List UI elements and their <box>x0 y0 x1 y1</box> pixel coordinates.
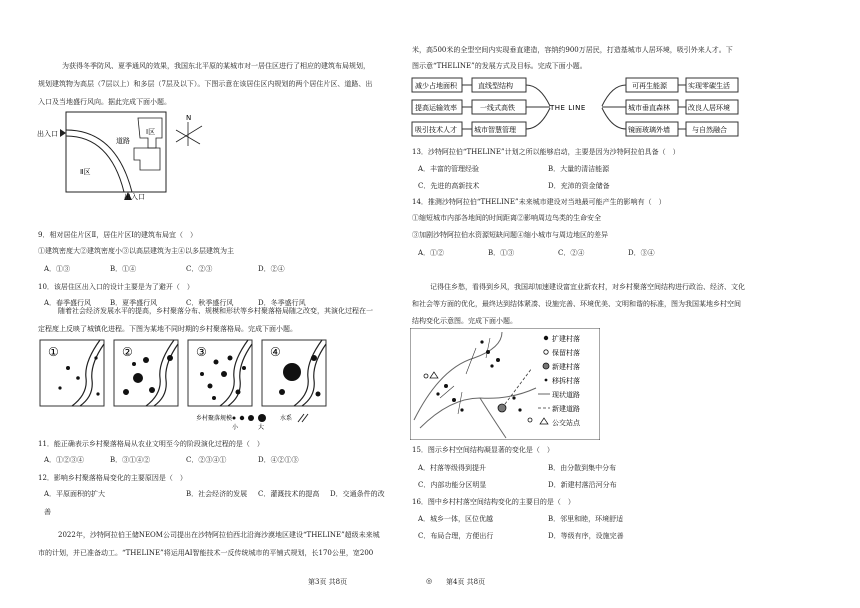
legend-new-label: 新建村落 <box>552 363 580 371</box>
panel-3-label: ③ <box>196 345 207 359</box>
q13-option-c[interactable]: C．先进的高新技术 <box>418 182 480 190</box>
panel-4 <box>262 340 326 406</box>
left-boxes <box>412 78 462 136</box>
fig3-right2-2: 改良人居环境 <box>688 104 730 112</box>
q11-option-c[interactable]: C．②③④① <box>186 456 227 464</box>
entrance-bottom-label: 出入口 <box>124 193 145 200</box>
north-label: N <box>186 114 192 122</box>
q13-option-d[interactable]: D．充沛的资金储备 <box>548 182 610 190</box>
fig3-right1-3: 镜面玻璃外墙 <box>628 126 670 134</box>
q11-option-d[interactable]: D．④②①③ <box>258 456 299 464</box>
intro2-line1: 随着社会经济发展水平的提高，乡村聚落分布、规模和形状等乡村聚落格局随之改变，其演化过程在一 <box>58 307 373 315</box>
q11-option-b[interactable]: B．③①④② <box>110 456 151 464</box>
intro3-line1: 2022年，沙特阿拉伯王储NEOM公司提出在沙特阿拉伯西北沿海沙漠地区建设“THELINE”超级未来城 <box>58 531 380 539</box>
intro4-line2: 和社会等方面的优化，最终达到结体紧凑、设施完善、环境优美、文明和谐的标准，图为我国某地乡村空间 <box>412 300 741 308</box>
q10-option-c[interactable]: C．秋季盛行风 <box>186 299 234 307</box>
question-16: 16．图中乡村村落空间结构变化的主要目的是（ ） <box>412 498 575 506</box>
intro3-line2: 市的计划，并已准备动工。“THELINE”将运用AI智能技术一反传统城市的平铺式规划，长170公里，宽200 <box>38 549 374 557</box>
intro-right-line1: 米，高500米的全型空间内实现垂直建造，容纳约900万居民，打造基城市人居环境，吸引外来人才。下 <box>412 46 733 54</box>
question-15: 15．图示乡村空间结构凝显著的变化是（ ） <box>412 446 554 454</box>
question-9: 9．相对居住片区Ⅱ，居住片区Ⅰ的建筑布局宜（ ） <box>38 231 197 239</box>
intro1-line3: 入口及当地盛行风向。据此完成下面小题。 <box>38 98 171 106</box>
right-page <box>412 0 860 608</box>
intro4-line1: 记得住乡愁，看得到乡风，我国却加速建设富宜业新农村，对乡村聚落空间结构进行政治、经济、文化 <box>430 283 745 291</box>
q11-option-a[interactable]: A．①②③④ <box>44 456 85 464</box>
q15-option-a[interactable]: A．村落等级得到提升 <box>418 464 487 472</box>
legend-small-dot <box>233 417 236 420</box>
q16-option-d[interactable]: D．等级有序，设施完善 <box>548 532 624 540</box>
question-11: 11．能正确表示乡村聚落格局从农业文明至今的阶段演化过程的是（ ） <box>38 440 264 448</box>
fig3-right1-1: 可再生能源 <box>632 82 667 90</box>
q9-option-d[interactable]: D．②④ <box>258 265 285 273</box>
legend-bus-stop-label: 公交站点 <box>552 419 580 427</box>
zone2-label: Ⅱ区 <box>80 168 91 176</box>
q14-option-a[interactable]: A．①② <box>418 249 445 257</box>
question-12: 12．影响乡村聚落格局变化的主要原因是（ ） <box>38 474 187 482</box>
q9-option-a[interactable]: A．①③ <box>44 265 71 273</box>
panel-1-label: ① <box>48 345 59 359</box>
wind-arrow-icon <box>176 126 202 142</box>
intro-right-line2: 图示意“THELINE”的发展方式及目标。完成下面小题。 <box>412 62 587 70</box>
q14-option-b[interactable]: B．①③ <box>488 249 515 257</box>
question-13: 13．沙特阿拉伯“THELINE”计划之所以能够启动，主要是因为沙特阿拉伯具备（ ） <box>412 148 680 156</box>
fig3-right1-2: 城市垂直森林 <box>628 104 670 112</box>
legend-relocate-label: 移拆村落 <box>552 377 580 385</box>
panel-2-label: ② <box>122 345 133 359</box>
right-boxes-2 <box>686 78 738 136</box>
right-boxes-1 <box>626 78 678 136</box>
q16-option-b[interactable]: B．邻里和睦，环境舒适 <box>548 515 624 523</box>
legend-retain-icon <box>544 350 548 354</box>
q12-option-c[interactable]: C．灌溉技术的提高 <box>258 490 320 498</box>
q13-option-a[interactable]: A．丰富的管理经验 <box>418 165 480 173</box>
fig3-left-2: 提高运输效率 <box>415 104 457 112</box>
q13-option-b[interactable]: B．大量的清洁能源 <box>548 165 610 173</box>
intro2-line2: 定程度上反映了城镇化进程。下图为某地不同时期的乡村聚落格局。完成下面小题。 <box>38 325 297 333</box>
q14-option-c[interactable]: C．②④ <box>558 249 585 257</box>
legend-water-icon <box>298 414 308 422</box>
page-footer-right: 第4页 共8页 <box>446 578 486 586</box>
legend-expand-label: 扩建村落 <box>552 335 580 343</box>
q10-option-b[interactable]: B．夏季盛行风 <box>110 299 158 307</box>
panel-1 <box>40 340 104 406</box>
legend-large-dot <box>258 414 266 422</box>
theline-flow-figure <box>410 76 740 140</box>
question-10: 10．该居住区出入口的设计主要是为了避开（ ） <box>38 283 194 291</box>
rural-settlement-figure <box>38 338 338 430</box>
q12-option-a[interactable]: A．平原面积的扩大 <box>44 490 106 498</box>
panel-3 <box>188 340 252 406</box>
legend-new-icon <box>543 363 549 369</box>
legend-new-road-label: 新建道路 <box>552 405 580 413</box>
intro4-line3: 结构变化示意图。完成下面小题。 <box>412 317 517 325</box>
legend-retain-label: 保留村落 <box>552 349 580 357</box>
fig3-mid-3: 城市智慧管理 <box>474 126 516 134</box>
q14-option-d[interactable]: D．③④ <box>628 249 655 257</box>
fig3-mid-1: 直线型结构 <box>478 82 513 90</box>
q12-option-b[interactable]: B．社会经济的发展 <box>186 490 248 498</box>
road-label: 道路 <box>116 137 130 145</box>
legend-settlement-label: 乡村聚落规模 <box>196 415 233 422</box>
question-9-statements: ①建筑密度大②建筑密度小③以高层建筑为主④以多层建筑为主 <box>38 247 234 255</box>
legend-relocate-icon <box>545 379 548 382</box>
question-14-statements-1: ①缩短城市内部各地间的时间距离②影响周边鸟类的生命安全 <box>412 214 601 222</box>
q12-option-d-cont: 善 <box>44 508 51 516</box>
legend-expand-icon <box>544 336 548 340</box>
legend-water-label: 水系 <box>280 415 293 422</box>
mid-boxes <box>472 78 526 136</box>
q10-option-d[interactable]: D．冬季盛行风 <box>258 299 306 307</box>
q9-option-b[interactable]: B．①④ <box>110 265 137 273</box>
q10-option-a[interactable]: A．春季盛行风 <box>44 299 92 307</box>
fig3-right2-1: 实现零碳生活 <box>688 82 730 90</box>
question-14-statements-2: ③加剧沙特阿拉伯水资源短缺问题④缩小城市与周边地区的差异 <box>412 231 608 239</box>
q15-option-c[interactable]: C．内部功能分区明显 <box>418 481 487 489</box>
q12-option-d[interactable]: D．交通条件的改 <box>330 490 385 498</box>
q16-option-a[interactable]: A．城乡一体，区位优越 <box>418 515 494 523</box>
entrance-top-label: 出入口 <box>37 130 58 138</box>
intro1-line1: 为获得冬季防风、夏季通风的效果，我国东北平原的某城市对一居住区进行了相应的建筑布局规划， <box>62 62 370 70</box>
page-footer-left: 第3页 共8页 <box>308 578 348 586</box>
fig3-right2-3: 与自然融合 <box>692 126 727 134</box>
q9-option-c[interactable]: C．②③ <box>186 265 213 273</box>
village-structure-figure <box>410 328 600 440</box>
center-binding-mark: ◎ <box>426 577 433 585</box>
fig3-left-1: 减少占地面积 <box>415 82 457 90</box>
q15-option-d[interactable]: D．新建村落沿河分布 <box>548 481 617 489</box>
theline-center-label: THE LINE <box>550 104 586 112</box>
legend-small-label: 小 <box>232 424 239 430</box>
q15-option-b[interactable]: B．由分散到集中分布 <box>548 464 617 472</box>
legend-large-label: 大 <box>258 424 265 430</box>
zone1-label: Ⅰ区 <box>146 128 156 136</box>
legend-existing-road-label: 现状道路 <box>552 391 580 399</box>
intro1-line2: 规划建筑物为高层（7层以上）和多层（7层及以下）。下图示意在该居住区内规划的两个居住片区、道路、出 <box>38 80 373 88</box>
panel-4-label: ④ <box>270 345 281 359</box>
panel-2 <box>114 340 178 406</box>
fig3-left-3: 吸引技术人才 <box>415 126 457 134</box>
fig3-mid-2: 一线式高铁 <box>480 104 515 112</box>
question-14: 14．推测沙特阿拉伯“THELINE”未来城市建设对当地最可能产生的影响有（ ） <box>412 198 666 206</box>
q16-option-c[interactable]: C．布局合理，方便出行 <box>418 532 494 540</box>
residential-map-figure <box>36 108 216 200</box>
